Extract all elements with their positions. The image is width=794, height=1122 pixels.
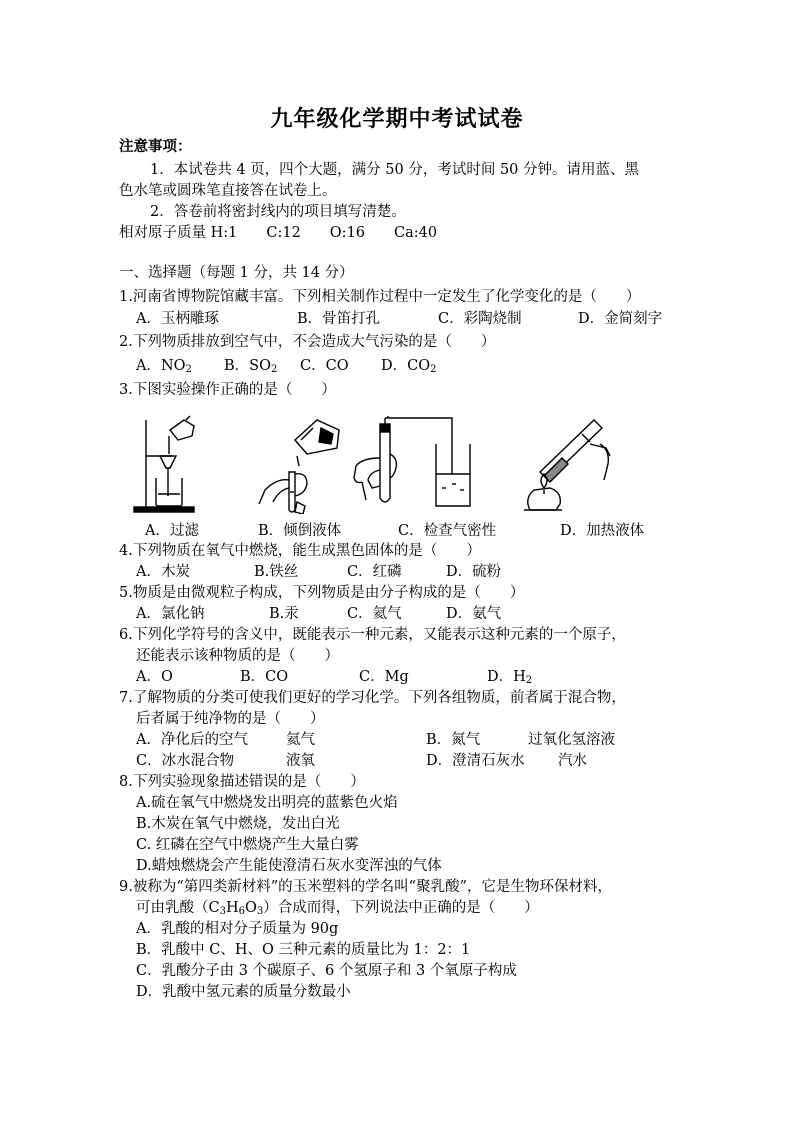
question-6-stem-line-2: 还能表示该种物质的是（ ） [136,648,339,664]
question-9-option-d: D．乳酸中氢元素的质量分数最小 [136,984,351,1000]
question-7-option-c-second: 液氧 [286,753,315,769]
question-7-option-a: A．净化后的空气 [136,732,248,748]
question-3-option-d: D．加热液体 [560,523,645,539]
question-7-option-d-second: 汽水 [558,753,587,769]
question-5-option-a: A．氯化钠 [136,606,205,622]
question-7-option-d: D．澄清石灰水 [426,753,525,769]
atomic-mass-line: 相对原子质量 H:1 C:12 O:16 Ca:40 [119,225,438,241]
question-8-option-b: B.木炭在氧气中燃烧，发出白光 [136,816,340,832]
question-2-option-d: D．$CO_2$ [381,358,437,375]
question-8-option-d: D.蜡烛燃烧会产生能使澄清石灰水变浑浊的气体 [136,858,442,874]
question-5-option-d: D．氨气 [446,606,502,622]
question-6-option-b: B．CO [240,669,289,685]
question-8-stem: 8.下列实验现象描述错误的是（ ） [119,774,365,790]
question-2-option-b: B．$SO_2$ [224,358,278,375]
airtightness-check-figure [352,414,472,514]
question-7-stem-line-2: 后者属于纯净物的是（ ） [136,711,325,727]
question-3-stem: 3.下图实验操作正确的是（ ） [119,382,336,398]
question-5-option-b: B.汞 [269,606,299,622]
question-3-option-c: C．检查气密性 [398,523,497,539]
question-9-stem-line-2: 可由乳酸$(C_3H_6O_3)$合成而得，下列说法中正确的是（ ） [136,900,539,917]
question-1-option-d: D．金简刻字 [578,311,663,327]
question-4-option-d: D．硫粉 [446,564,502,580]
question-4-stem: 4.下列物质在氧气中燃烧，能生成黑色固体的是（ ） [119,543,481,559]
question-5-option-c: C．氦气 [347,606,402,622]
question-3-option-b: B．倾倒液体 [258,523,342,539]
question-4-option-a: A．木炭 [136,564,190,580]
question-5-stem: 5.物质是由微观粒子构成，下列物质是由分子构成的是（ ） [119,585,525,601]
pouring-liquid-figure [255,414,345,514]
question-1-option-c: C．彩陶烧制 [438,311,522,327]
question-9-option-a: A．乳酸的相对分子质量为 90g [136,921,339,937]
question-6-option-d: D．$H_2$ [487,669,533,686]
filtration-figure [132,414,204,514]
question-7-option-b: B．氮气 [426,732,481,748]
question-7-option-c: C．冰水混合物 [136,753,235,769]
question-7-option-a-second: 氦气 [286,732,315,748]
question-1-option-b: B．骨笛打孔 [297,311,381,327]
question-4-option-c: C．红磷 [347,564,402,580]
question-6-option-c: C．Mg [359,669,409,685]
question-2-stem: 2.下列物质排放到空气中，不会造成大气污染的是（ ） [119,334,496,350]
page-title: 九年级化学期中考试试卷 [270,106,524,132]
question-6-option-a: A．O [136,669,173,685]
notice-item-1-line-2: 色水笔或圆珠笔直接答在试卷上。 [119,183,337,199]
section-1-heading: 一、选择题（每题 1 分，共 14 分） [119,265,354,281]
question-7-option-b-second: 过氧化氢溶液 [528,732,615,748]
question-1-option-a: A．玉柄雕琢 [136,311,219,327]
notice-item-2: 2．答卷前将密封线内的项目填写清楚。 [150,204,406,220]
question-3-option-a: A．过滤 [145,523,199,539]
question-4-option-b: B.铁丝 [254,564,299,580]
heating-liquid-figure [520,414,620,514]
question-2-option-a: A．$NO_2$ [136,358,192,375]
question-8-option-c: C. 红磷在空气中燃烧产生大量白雾 [136,837,359,853]
question-9-option-b: B．乳酸中 C、H、O 三种元素的质量比为 1：2：1 [136,942,471,958]
question-2-option-c: C．CO [300,358,349,374]
question-9-stem-line-1: 9.被称为“第四类新材料”的玉米塑料的学名叫“聚乳酸”，它是生物环保材料， [119,879,612,895]
notice-item-1-line-1: 1．本试卷共 4 页，四个大题，满分 50 分，考试时间 50 分钟。请用蓝、黑 [150,162,640,178]
question-8-option-a: A.硫在氧气中燃烧发出明亮的蓝紫色火焰 [136,795,398,811]
question-7-stem-line-1: 7.了解物质的分类可使我们更好的学习化学。下列各组物质，前者属于混合物， [119,690,626,706]
question-9-option-c: C．乳酸分子由 3 个碳原子、6 个氢原子和 3 个氧原子构成 [136,963,517,979]
question-6-stem-line-1: 6.下列化学符号的含义中，既能表示一种元素，又能表示这种元素的一个原子， [119,627,626,643]
question-1-stem: 1.河南省博物院馆藏丰富。下列相关制作过程中一定发生了化学变化的是（ ） [119,289,641,305]
notice-heading: 注意事项： [119,138,192,155]
